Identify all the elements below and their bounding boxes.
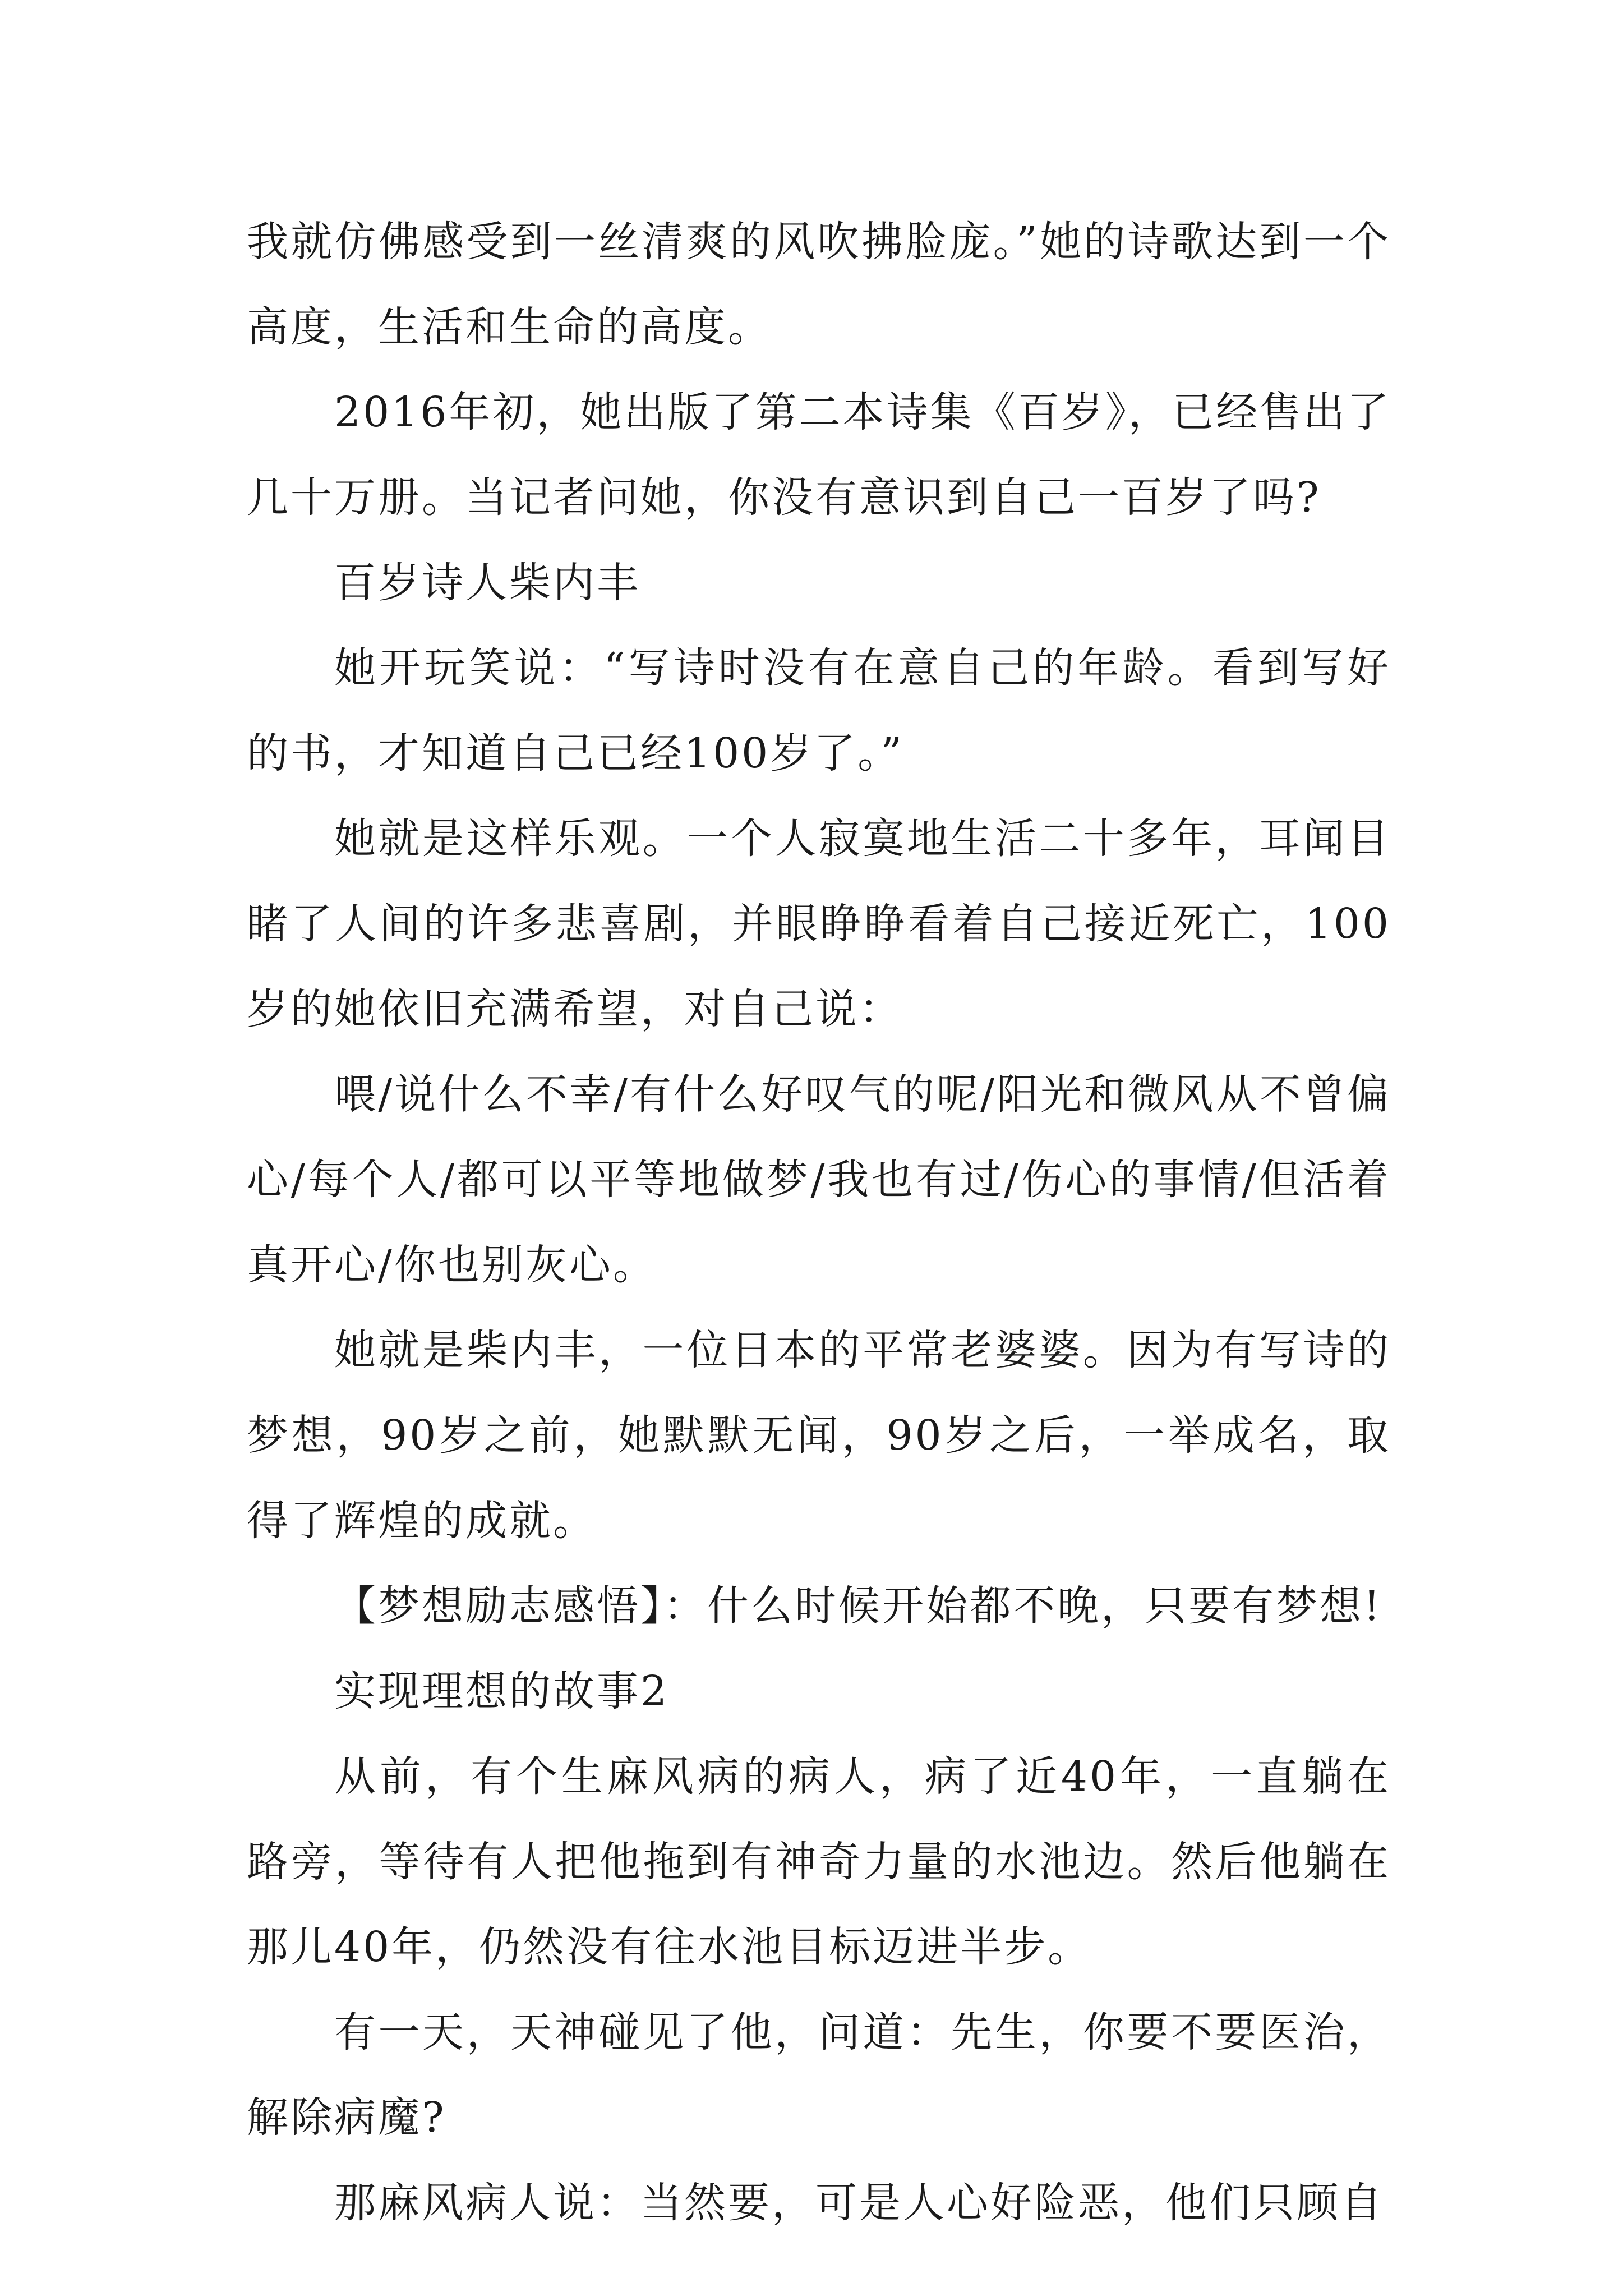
paragraph-optimism: 她就是这样乐观。一个人寂寞地生活二十多年，耳闻目睹了人间的许多悲喜剧，并眼睁睁看着自己接近死亡，100岁的她依旧充满希望，对自己说： bbox=[247, 815, 1391, 1033]
paragraph-achievement: 她就是柴内丰，一位日本的平常老婆婆。因为有写诗的梦想，90岁之前，她默默无闻，90岁之后，一举成名，取得了辉煌的成就。 bbox=[247, 1326, 1391, 1545]
paragraph-god-asks: 有一天，天神碰见了他，问道：先生，你要不要医治，解除病魔? bbox=[247, 2008, 1391, 2142]
paragraph-leper-replies: 那麻风病人说：当然要，可是人心好险恶，他们只顾自 bbox=[334, 2179, 1384, 2227]
section-heading-story-2: 实现理想的故事2 bbox=[334, 1667, 670, 1715]
paragraph-poem: 喂/说什么不幸/有什么好叹气的呢/阳光和微风从不曾偏心/每个人/都可以平等地做梦/我也有过/伤心的事情/但活着真开心/你也别灰心。 bbox=[247, 1070, 1391, 1289]
paragraph-joke: 她开玩笑说：“写诗时没有在意自己的年龄。看到写好的书，才知道自己已经100岁了。” bbox=[247, 644, 1391, 777]
document-body bbox=[247, 199, 1391, 2246]
paragraph-book-release: 2016年初，她出版了第二本诗集《百岁》，已经售出了几十万册。当记者问她，你没有意识到自己一百岁了吗? bbox=[247, 388, 1391, 522]
paragraph-continuation: 我就仿佛感受到一丝清爽的风吹拂脸庞。”她的诗歌达到一个高度，生活和生命的高度。 bbox=[247, 218, 1391, 351]
section-heading-poet: 百岁诗人柴内丰 bbox=[334, 559, 640, 607]
paragraph-leper-intro: 从前，有个生麻风病的病人，病了近40年，一直躺在路旁，等待有人把他拖到有神奇力量的水池边。然后他躺在那儿40年，仍然没有往水池目标迈进半步。 bbox=[247, 1752, 1391, 1971]
paragraph-inspiration: 【梦想励志感悟】：什么时候开始都不晚，只要有梦想! bbox=[334, 1582, 1382, 1630]
